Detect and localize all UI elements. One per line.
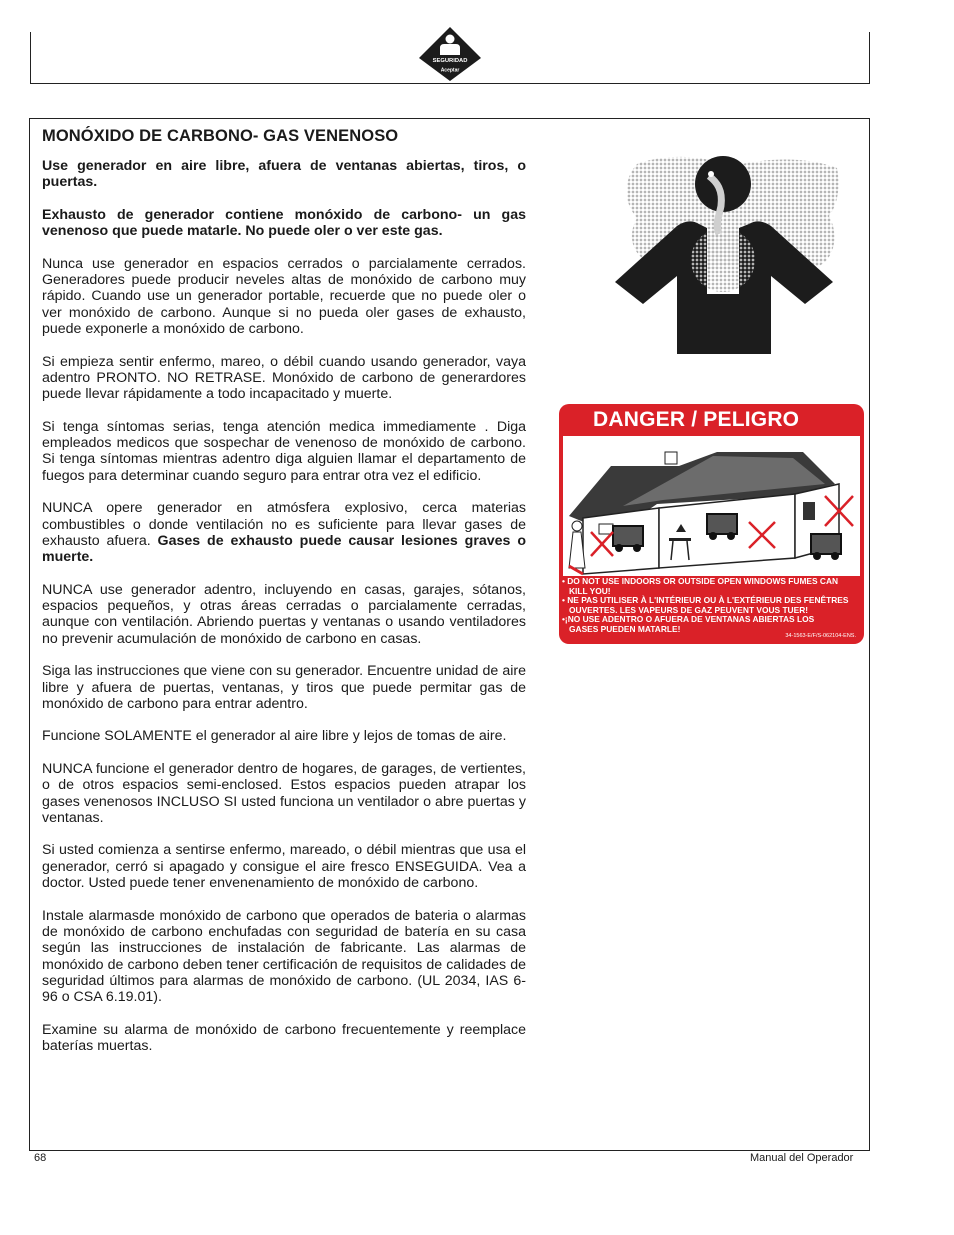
- bullet-fr-line1: • NE PAS UTILISER À L'INTÉRIEUR OU À L'EXTÉRIEUR DES FENÊTRES: [562, 595, 849, 605]
- paragraph-9: Funcione SOLAMENTE el generador al aire libre y lejos de tomas de aire.: [42, 728, 507, 745]
- safety-badge: [418, 26, 482, 82]
- paragraph-12: Instale alarmasde monóxido de carbono que operados de bateria o alarmas de monóxido de carbono enchufadas con seguridad de batería en su casa según las instrucciones de instalación de fabricante. Las alarmas de monóxido de carbono deben tener certificación de requisitos de calidades de seguridad últimos para alarmas de monóxido de carbono. (UL 2034, IAS 6-96 o CSA 6.19.01).: [42, 907, 526, 1006]
- paragraph-6-warning: Gases de exhausto puede causar lesiones graves o muerte.: [42, 532, 526, 566]
- paragraph-3: Nunca use generador en espacios cerrados o parcialamente cerrados. Generadores puede producir neveles altas de monóxido de carbono muy rápido. Cuando use un generador portable, recuerde que no puede oler o ver monóxido de carbono. Aunque si no pueda oler gases de exhausto, puede exponerle a monóxido de carbono.: [42, 255, 526, 337]
- danger-label: [559, 404, 864, 644]
- paragraph-2: Exhausto de generador contiene monóxido de carbono- un gas venenoso que puede matarle. No puede oler o ver este gas.: [42, 206, 526, 240]
- house-generator-illustration: [563, 436, 860, 576]
- page-number: 68: [34, 1152, 47, 1164]
- bullet-en-line2: KILL YOU!: [569, 585, 611, 596]
- section-title: MONÓXIDO DE CARBONO- GAS VENENOSO: [42, 127, 399, 145]
- badge-top-text: SEGURIDAD: [432, 58, 468, 64]
- paragraph-5: Si tenga síntomas serias, tenga atención medica immediamente . Diga empleados medicos que sospechar de venenoso de monóxido de carbono. Si tenga síntomas mientras adentro diga alguien llamar el departamento de fuegos para determinar cuando seguro para entrar otra vez el edificio.: [42, 418, 526, 484]
- bullet-es-line1: •¡NO USE ADENTRO O AFUERA DE VENTANAS ABIERTAS LOS: [562, 614, 815, 624]
- bullet-es-line2: GASES PUEDEN MATARLE!: [569, 623, 681, 634]
- paragraph-1: Use generador en aire libre, afuera de ventanas abiertas, tiros, o puertas.: [42, 158, 526, 191]
- paragraph-11: Si usted comienza a sentirse enfermo, mareado, o débil mientras que usa el generador, cerró si apagado y consigue el aire fresco ENSEGUIDA. Vea a doctor. Usted puede tener envenenamiento de monóxido de carbono.: [42, 842, 526, 892]
- text-column: [42, 127, 526, 1071]
- paragraph-7: NUNCA use generador adentro, incluyendo en casas, garajes, sótanos, espacios pequeños, y otras áreas cerradas o parcialamente cerradas, aunque con ventilación. Abriendo puertas y ventanas o usando ventiladores no prevenir acumulación de monóxido de carbono en casas.: [42, 581, 526, 647]
- paragraph-13: Examine su alarma de monóxido de carbono frecuentemente y reemplace baterías muertas.: [42, 1021, 526, 1055]
- label-code: 34-1563-E/F/S-062104-ENS.: [785, 633, 856, 639]
- paragraph-10: NUNCA funcione el generador dentro de hogares, de garages, de vertientes, o de otros espacios semi-enclosed. Estos espacios pueden atrapar los gases venenosos INCLUSO SI usted funciona un ventilador o abre puertas y ventanas.: [42, 760, 526, 826]
- bullet-en-line1: • DO NOT USE INDOORS OR OUTSIDE OPEN WINDOWS FUMES CAN: [562, 576, 839, 586]
- danger-title: DANGER / PELIGRO: [593, 408, 800, 431]
- paragraph-4: Si empieza sentir enfermo, mareo, o débil cuando usando generador, vaya adentro PRONTO. NO RETRASE. Monóxido de carbono de generardores puede llevar rápidamente a todo incapacitado y muerte.: [42, 353, 526, 403]
- manual-name: Manual del Operador: [750, 1152, 854, 1164]
- paragraph-6: [42, 500, 526, 565]
- bullet-fr-line2: OUVERTES. LES VAPEURS DE GAZ PEUVENT VOUS TUER!: [569, 604, 809, 615]
- poison-gas-pictogram: [615, 154, 843, 367]
- paragraph-6-text: NUNCA opere generador en atmósfera explosivo, cerca materias combustibles o donde ventilación no es suficiente para llevar gases de exhausto afuera.: [42, 500, 526, 549]
- paragraph-8: Siga las instrucciones que viene con su generador. Encuentre unidad de aire libre y afuera de puertas, ventanas, y tiros que puede permitar gas de monóxido de carbono para entrar adentro.: [42, 663, 526, 712]
- danger-bullets: [562, 577, 862, 634]
- content-box: [29, 118, 870, 1151]
- badge-bottom-text: Aceptar: [440, 67, 460, 74]
